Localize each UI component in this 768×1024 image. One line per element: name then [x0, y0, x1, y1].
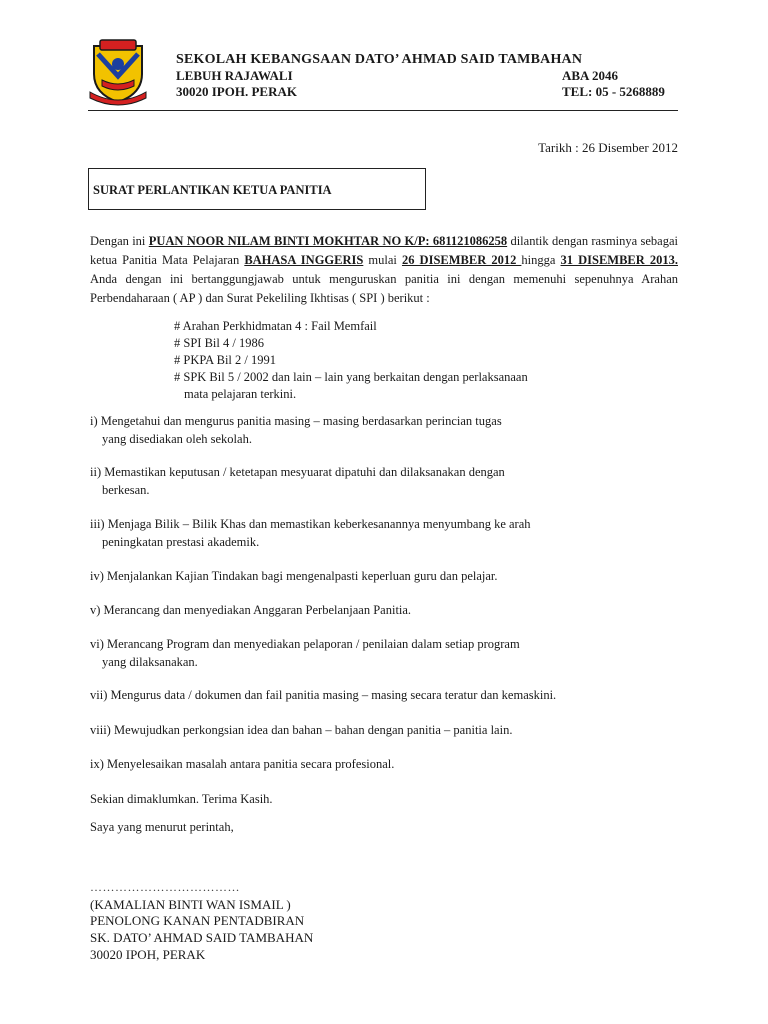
duty-item: [90, 755, 394, 773]
letter-title: SURAT PERLANTIKAN KETUA PANITIA: [93, 183, 332, 197]
intro-text-1: Dengan ini: [90, 234, 149, 248]
appointee-name: PUAN NOOR NILAM BINTI MOKHTAR NO K/P: 681121086258: [148, 234, 508, 248]
reference-item: # SPK Bil 5 / 2002 dan lain – lain yang berkaitan dengan perlaksanaan: [174, 370, 528, 384]
signature-line: ………………………………: [90, 880, 240, 894]
end-date: 31 DISEMBER 2013.: [560, 253, 678, 267]
reference-list: [174, 318, 528, 403]
duty-item: [90, 635, 520, 671]
intro-text-4: hingga: [521, 253, 561, 267]
subject-name: BAHASA INGGERIS: [244, 253, 364, 267]
school-code: ABA 2046: [562, 68, 618, 83]
duty-line: viii) Mewujudkan perkongsian idea dan bahan – bahan dengan panitia – panitia lain.: [90, 723, 513, 737]
reference-item-continued: mata pelajaran terkini.: [184, 387, 297, 401]
reference-item: # PKPA Bil 2 / 1991: [174, 353, 277, 367]
duty-item: [90, 567, 498, 585]
letterhead-divider: [88, 110, 678, 111]
duty-line-continued: peningkatan prestasi akademik.: [102, 535, 260, 549]
duty-line: ix) Menyelesaikan masalah antara panitia secara profesional.: [90, 757, 395, 771]
school-address-line1: LEBUH RAJAWALI: [176, 68, 293, 83]
signatory-address: 30020 IPOH, PERAK: [90, 947, 206, 962]
school-address-line2: 30020 IPOH. PERAK: [176, 84, 297, 99]
letter-title-box: [88, 168, 426, 210]
duty-item: [90, 412, 502, 448]
duty-line-continued: yang disediakan oleh sekolah.: [102, 432, 252, 446]
duty-line: v) Merancang dan menyediakan Anggaran Perbelanjaan Panitia.: [90, 603, 412, 617]
signatory-position: PENOLONG KANAN PENTADBIRAN: [90, 913, 305, 928]
duty-line: vi) Merancang Program dan menyediakan pelaporan / penilaian dalam setiap program: [90, 637, 520, 651]
duty-item: [90, 463, 505, 499]
signatory-name: (KAMALIAN BINTI WAN ISMAIL ): [90, 897, 291, 912]
letter-date: Tarikh : 26 Disember 2012: [538, 140, 678, 155]
duty-item: [90, 515, 531, 551]
school-name: SEKOLAH KEBANGSAAN DATO’ AHMAD SAID TAMBAHAN: [176, 52, 583, 67]
closing-line: Sekian dimaklumkan. Terima Kasih.: [90, 792, 273, 806]
duty-line: ii) Memastikan keputusan / ketetapan mesyuarat dipatuhi dan dilaksanakan dengan: [90, 465, 505, 479]
duty-item: [90, 686, 556, 704]
duty-line: i) Mengetahui dan mengurus panitia masing – masing berdasarkan perincian tugas: [90, 414, 502, 428]
duty-line-continued: berkesan.: [102, 483, 150, 497]
duty-item: [90, 601, 411, 619]
duty-line-continued: yang dilaksanakan.: [102, 655, 198, 669]
reference-item: # SPI Bil 4 / 1986: [174, 336, 264, 350]
intro-text-5: Anda dengan ini bertanggungjawab untuk menguruskan panitia ini dengan memenuhi sepenuhnya Arahan Perbendaharaan ( AP ) dan Surat Pekeliling Ikhtisas ( SPI ) berikut :: [90, 272, 678, 305]
school-telephone: TEL: 05 - 5268889: [562, 84, 665, 99]
duty-line: vii) Mengurus data / dokumen dan fail panitia masing – masing secara teratur dan kemaskini.: [90, 688, 557, 702]
reference-item: # Arahan Perkhidmatan 4 : Fail Memfail: [174, 319, 377, 333]
signatory-school: SK. DATO’ AHMAD SAID TAMBAHAN: [90, 930, 314, 945]
start-date: 26 DISEMBER 2012: [401, 253, 522, 267]
school-crest-icon: [88, 36, 148, 106]
duty-line: iv) Menjalankan Kajian Tindakan bagi mengenalpasti keperluan guru dan pelajar.: [90, 569, 498, 583]
duty-item: [90, 721, 512, 739]
intro-text-3: mulai: [363, 253, 402, 267]
intro-paragraph: [90, 232, 678, 308]
intro-text-2: dilantik dengan rasminya sebagai ketua Panitia Mata Pelajaran: [90, 234, 679, 267]
closing-line: Saya yang menurut perintah,: [90, 820, 234, 834]
duty-line: iii) Menjaga Bilik – Bilik Khas dan memastikan keberkesanannya menyumbang ke arah: [90, 517, 531, 531]
